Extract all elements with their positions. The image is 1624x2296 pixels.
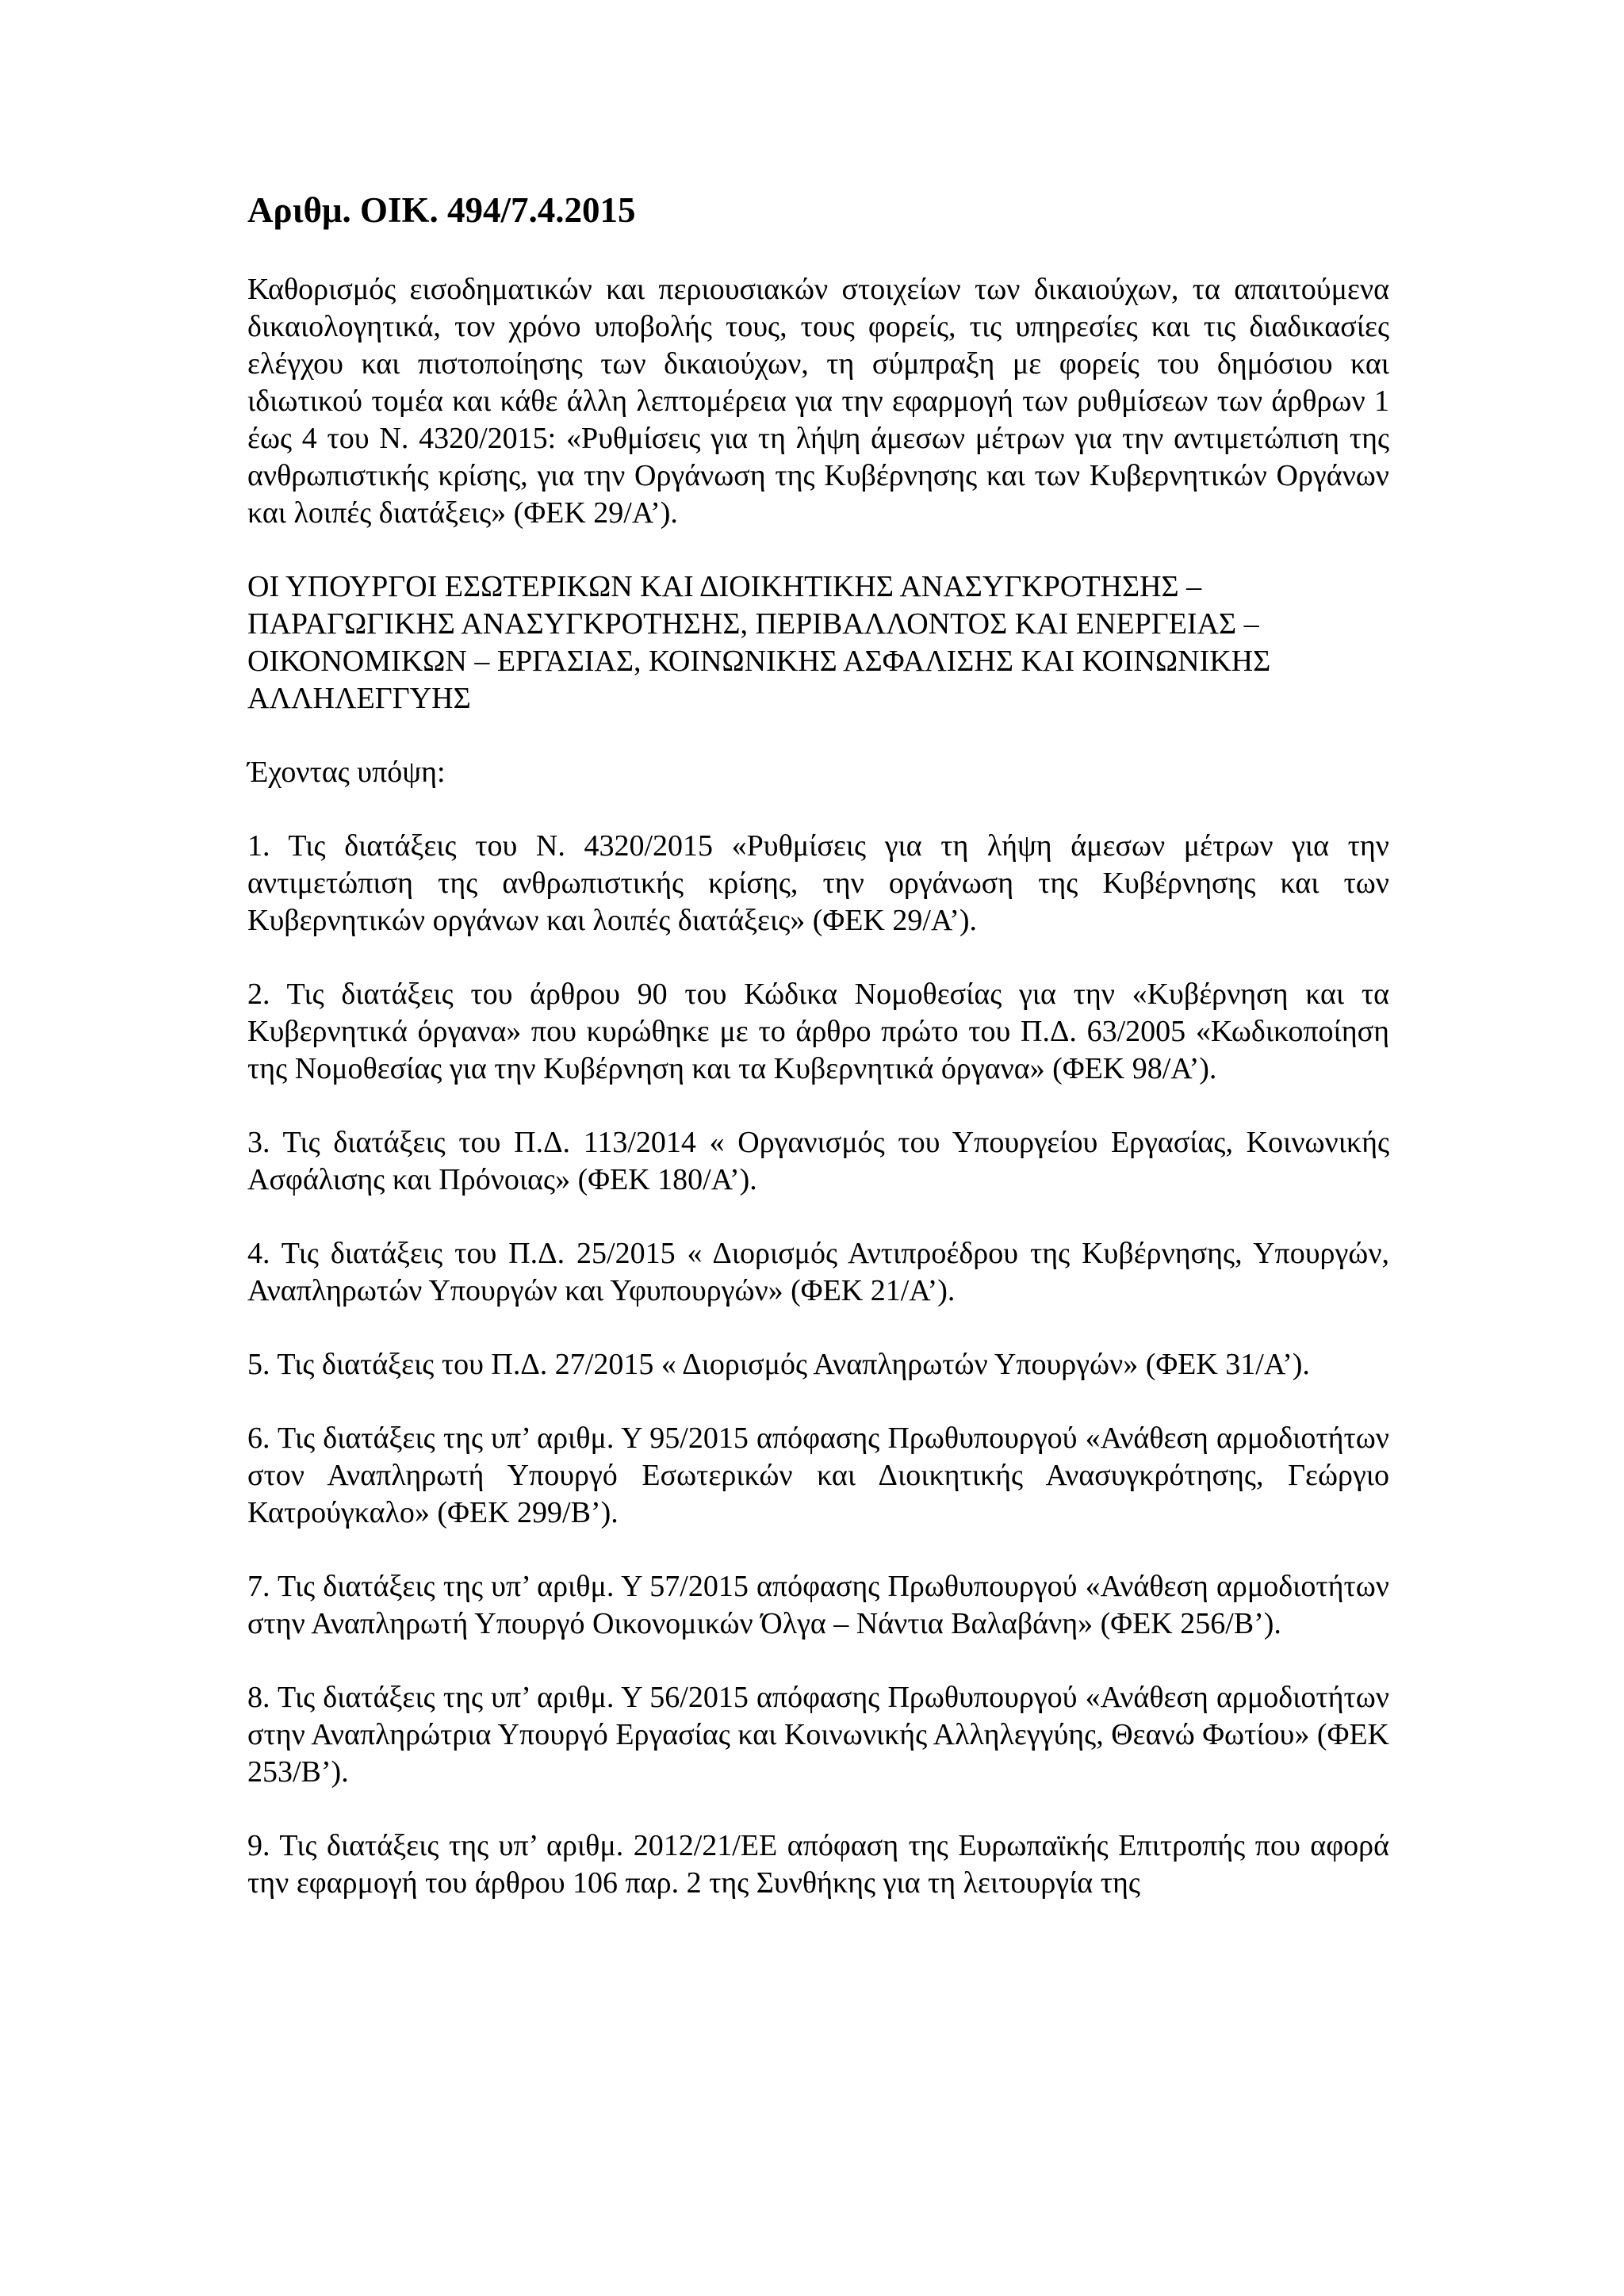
considering-item-3: 3. Τις διατάξεις του Π.Δ. 113/2014 « Οργανισμός του Υπουργείου Εργασίας, Κοινωνικής Ασφάλισης και Πρόνοιας» (ΦΕΚ 180/Α’). [247,1126,1389,1196]
document-subject: Καθορισμός εισοδηματικών και περιουσιακών στοιχείων των δικαιούχων, τα απαιτούμενα δικαιολογητικά, τον χρόνο υποβολής τους, τους φορείς, τις υπηρεσίες και τις διαδικασίες ελέγχου και πιστοποίησης των δικαιούχων, τη σύμπραξη με φορείς του δημόσιου και ιδιωτικού τομέα και κάθε άλλη λεπτομέρεια για την εφαρμογή των ρυθμίσεων των άρθρων 1 έως 4 του Ν. 4320/2015: «Ρυθμίσεις για τη λήψη άμεσων μέτρων για την αντιμετώπιση της ανθρωπιστικής κρίσης, για την Οργάνωση της Κυβέρνησης και των Κυβερνητικών Οργάνων και λοιπές διατάξεις» (ΦΕΚ 29/Α’). [247,273,1389,530]
document-title: Αριθμ. ΟΙΚ. 494/7.4.2015 [247,190,636,230]
considering-item-4: 4. Τις διατάξεις του Π.Δ. 25/2015 « Διορισμός Αντιπροέδρου της Κυβέρνησης, Υπουργών, Αναπληρωτών Υπουργών και Υφυπουργών» (ΦΕΚ 21/Α’). [247,1237,1389,1307]
considering-item-1: 1. Τις διατάξεις του Ν. 4320/2015 «Ρυθμίσεις για τη λήψη άμεσων μέτρων για την αντιμετώπιση της ανθρωπιστικής κρίσης, την οργάνωση της Κυβέρνησης και των Κυβερνητικών οργάνων και λοιπές διατάξεις» (ΦΕΚ 29/Α’). [247,829,1389,937]
considering-item-5: 5. Τις διατάξεις του Π.Δ. 27/2015 « Διορισμός Αναπληρωτών Υπουργών» (ΦΕΚ 31/Α’). [247,1348,1310,1381]
considering-label: Έχοντας υπόψη: [247,756,446,789]
considering-item-6: 6. Τις διατάξεις της υπ’ αριθμ. Υ 95/2015 απόφασης Πρωθυπουργού «Ανάθεση αρμοδιοτήτων στον Αναπληρωτή Υπουργό Εσωτερικών και Διοικητικής Ανασυγκρότησης, Γεώργιο Κατρούγκαλο» (ΦΕΚ 299/Β’). [247,1422,1389,1529]
considering-item-8: 8. Τις διατάξεις της υπ’ αριθμ. Υ 56/2015 απόφασης Πρωθυπουργού «Ανάθεση αρμοδιοτήτων στην Αναπληρώτρια Υπουργό Εργασίας και Κοινωνικής Αλληλεγγύης, Θεανώ Φωτίου» (ΦΕΚ 253/Β’). [247,1681,1389,1789]
considering-item-9: 9. Τις διατάξεις της υπ’ αριθμ. 2012/21/ΕΕ απόφαση της Ευρωπαϊκής Επιτροπής που αφορά την εφαρμογή του άρθρου 106 παρ. 2 της Συνθήκης για τη λειτουργία της [247,1829,1389,1900]
document-content [247,189,1389,1938]
ministers-heading: ΟΙ ΥΠΟΥΡΓΟΙ ΕΣΩΤΕΡΙΚΩΝ ΚΑΙ ΔΙΟΙΚΗΤΙΚΗΣ ΑΝΑΣΥΓΚΡΟΤΗΣΗΣ – ΠΑΡΑΓΩΓΙΚΗΣ ΑΝΑΣΥΓΚΡΟΤΗΣΗΣ, ΠΕΡΙΒΑΛΛΟΝΤΟΣ ΚΑΙ ΕΝΕΡΓΕΙΑΣ – ΟΙΚΟΝΟΜΙΚΩΝ – ΕΡΓΑΣΙΑΣ, ΚΟΙΝΩΝΙΚΗΣ ΑΣΦΑΛΙΣΗΣ ΚΑΙ ΚΟΙΝΩΝΙΚΗΣ ΑΛΛΗΛΕΓΓΥΗΣ [247,570,1271,715]
considering-item-7: 7. Τις διατάξεις της υπ’ αριθμ. Υ 57/2015 απόφασης Πρωθυπουργού «Ανάθεση αρμοδιοτήτων στην Αναπληρωτή Υπουργό Οικονομικών Όλγα – Νάντια Βαλαβάνη» (ΦΕΚ 256/Β’). [247,1570,1389,1640]
considering-item-2: 2. Τις διατάξεις του άρθρου 90 του Κώδικα Νομοθεσίας για την «Κυβέρνηση και τα Κυβερνητικά όργανα» που κυρώθηκε με το άρθρο πρώτο του Π.Δ. 63/2005 «Κωδικοποίηση της Νομοθεσίας για την Κυβέρνηση και τα Κυβερνητικά όργανα» (ΦΕΚ 98/Α’). [247,978,1389,1085]
